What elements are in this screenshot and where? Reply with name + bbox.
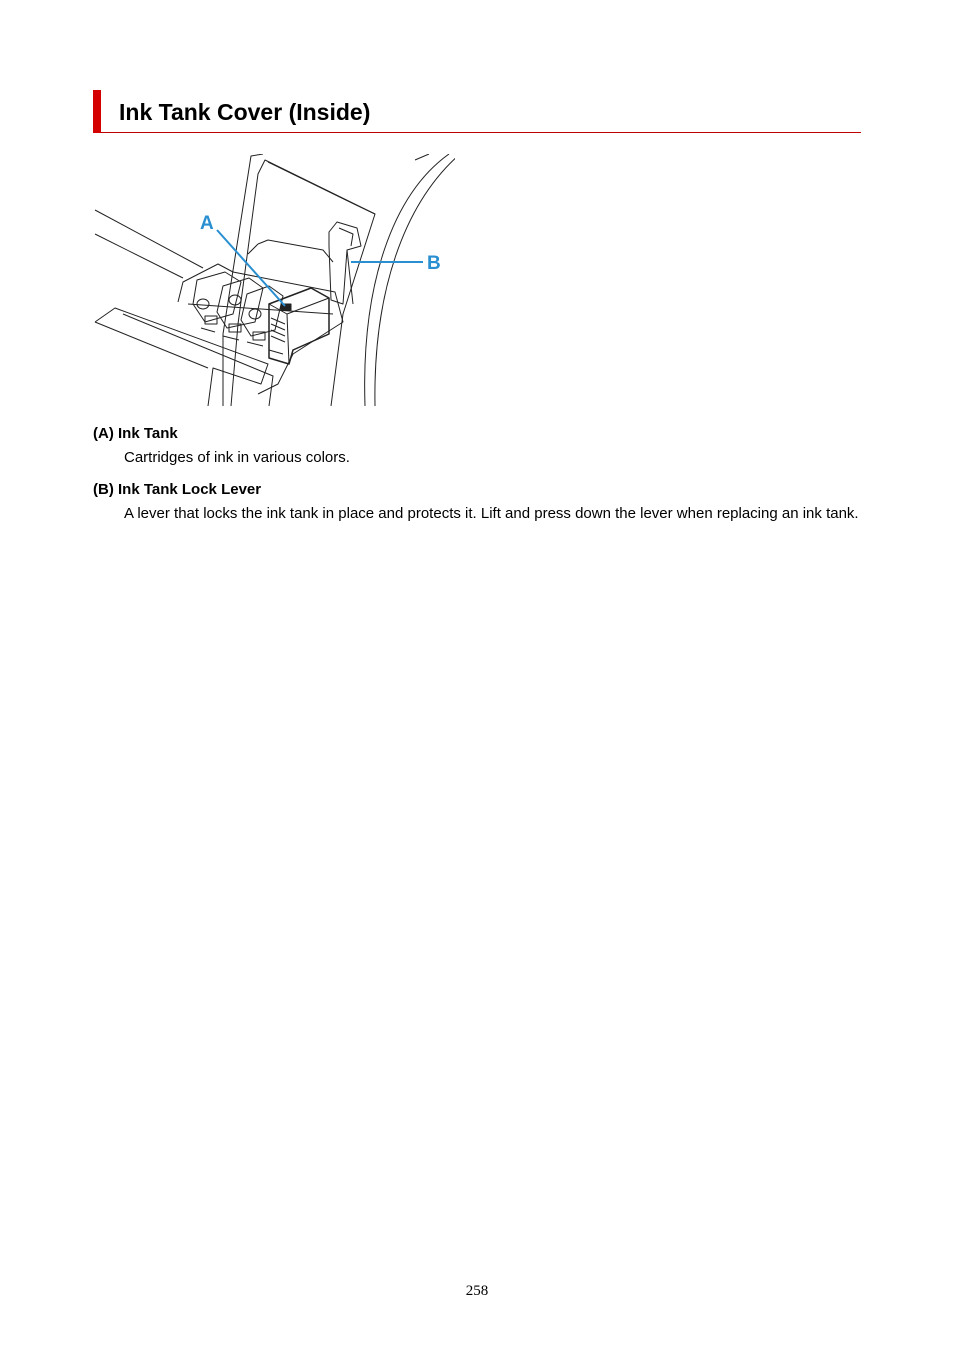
- description-ink-tank: Cartridges of ink in various colors.: [124, 449, 350, 466]
- page-title: Ink Tank Cover (Inside): [119, 99, 371, 125]
- callout-label-b: B: [427, 253, 441, 274]
- term-ink-tank: (A) Ink Tank: [93, 425, 178, 442]
- ink-cartridge-1: [193, 272, 241, 322]
- callout-label-a: A: [200, 213, 214, 234]
- ink-tank-cover-illustration: [93, 154, 455, 406]
- heading-accent-bar: [93, 90, 101, 133]
- section-heading: [93, 90, 861, 133]
- description-ink-tank-lock-lever: A lever that locks the ink tank in place and protects it. Lift and press down the lever when replacing an ink tank.: [124, 505, 859, 522]
- page-number: 258: [465, 1283, 489, 1299]
- term-ink-tank-lock-lever: (B) Ink Tank Lock Lever: [93, 481, 262, 498]
